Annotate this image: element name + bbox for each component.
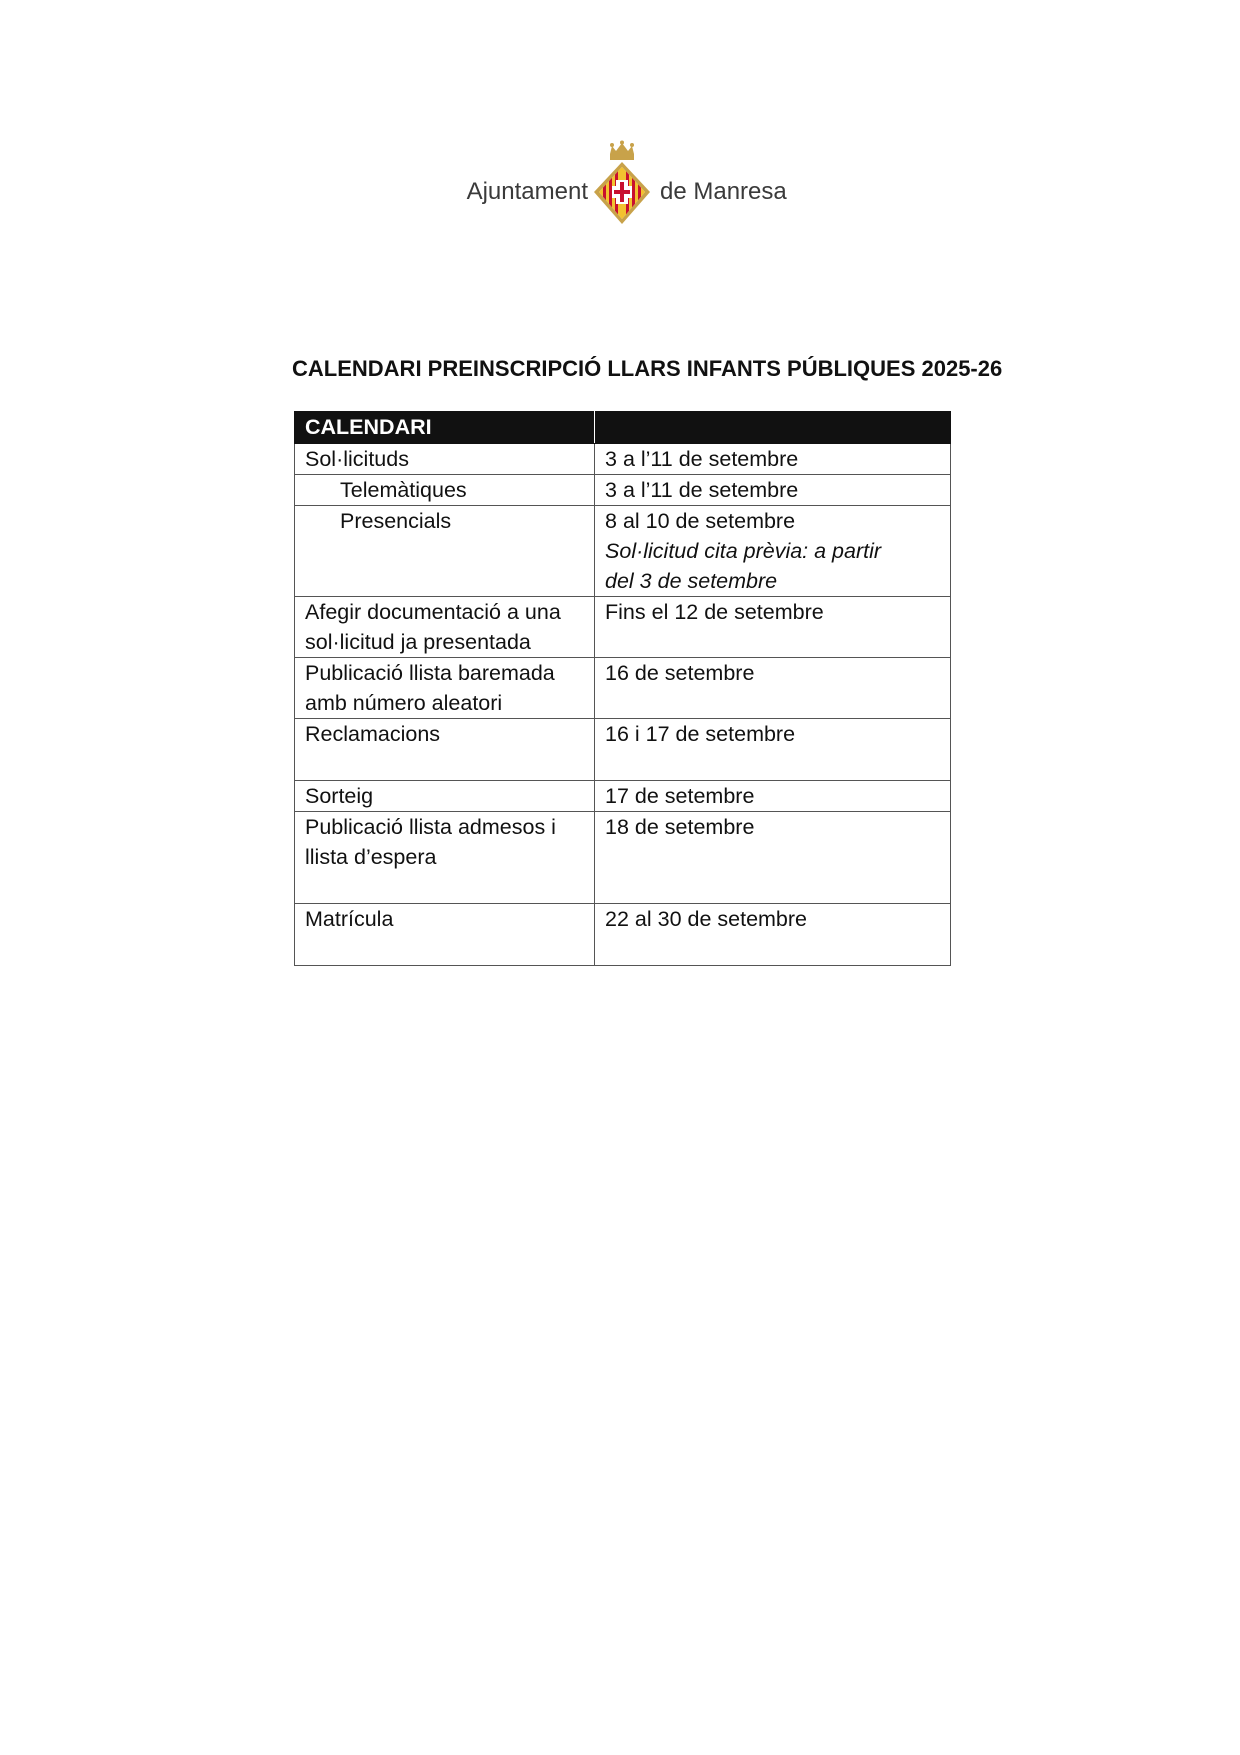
row-value: 22 al 30 de setembre (595, 904, 951, 966)
table-row (295, 812, 951, 904)
row-value: 3 a l’11 de setembre (595, 475, 951, 506)
table-row (295, 444, 951, 475)
row-label: Reclamacions (295, 719, 595, 781)
row-label-line: sol·licitud ja presentada (305, 630, 531, 654)
row-note-line: del 3 de setembre (605, 569, 778, 593)
row-label-text: Presencials (340, 509, 452, 533)
row-label (295, 658, 595, 719)
row-label: Sorteig (295, 781, 595, 812)
letterhead (0, 140, 1240, 230)
table-row (295, 597, 951, 658)
row-value: 17 de setembre (595, 781, 951, 812)
row-note-line: Sol·licitud cita prèvia: a partir (605, 539, 882, 563)
row-label-line: Afegir documentació a una (305, 600, 561, 624)
row-label-line: amb número aleatori (305, 691, 503, 715)
row-label-line: Publicació llista baremada (305, 661, 555, 685)
table-row (295, 781, 951, 812)
row-label-text: Telemàtiques (340, 478, 467, 502)
row-label (295, 812, 595, 904)
table-row (295, 475, 951, 506)
manresa-coat-of-arms-icon (590, 140, 654, 226)
row-value (595, 506, 951, 597)
row-value: 3 a l’11 de setembre (595, 444, 951, 475)
row-label: Matrícula (295, 904, 595, 966)
table-row (295, 719, 951, 781)
table-header-row (295, 412, 951, 444)
row-value: 16 i 17 de setembre (595, 719, 951, 781)
table-row (295, 506, 951, 597)
row-value: 16 de setembre (595, 658, 951, 719)
row-label (295, 475, 595, 506)
row-label-line: Publicació llista admesos i (305, 815, 556, 839)
table-header-cell (595, 412, 951, 444)
table-row (295, 904, 951, 966)
row-label (295, 597, 595, 658)
letterhead-left-text: Ajuntament (466, 178, 588, 205)
row-label: Sol·licituds (295, 444, 595, 475)
calendar-table (294, 411, 951, 966)
row-value: Fins el 12 de setembre (595, 597, 951, 658)
row-label (295, 506, 595, 597)
row-label-line: llista d’espera (305, 845, 437, 869)
letterhead-right-text: de Manresa (660, 178, 787, 205)
row-value-text: 8 al 10 de setembre (605, 509, 796, 533)
document-title: CALENDARI PREINSCRIPCIÓ LLARS INFANTS PÚBLIQUES 2025-26 (292, 356, 1003, 381)
table-header-cell: CALENDARI (295, 412, 595, 444)
row-value: 18 de setembre (595, 812, 951, 904)
table-row (295, 658, 951, 719)
